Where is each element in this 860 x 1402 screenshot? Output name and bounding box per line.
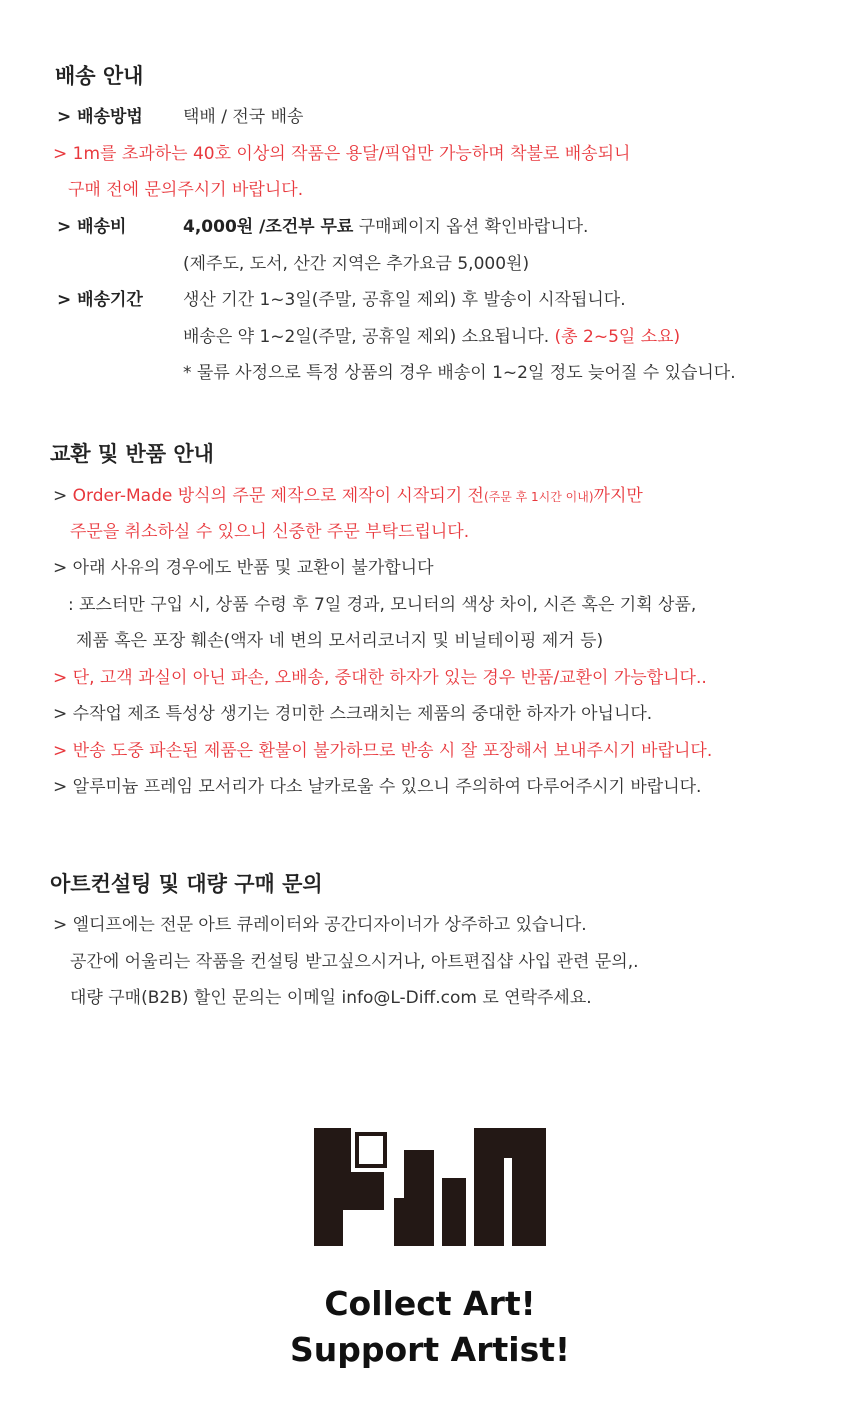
exchange-line8: > 반송 도중 파손된 제품은 환불이 불가하므로 반송 시 잘 포장해서 보내주시기 바랍니다. (53, 741, 713, 761)
exchange-line1-marker: > (53, 486, 73, 506)
exchange-line1-text: Order-Made 방식의 주문 제작으로 제작이 시작되기 전 (72, 486, 484, 506)
slogan-line2: Support Artist! (289, 1330, 571, 1369)
exchange-title: 교환 및 반품 안내 (50, 442, 214, 466)
shipping-period-line2-text: 배송은 약 1~2일(주말, 공휴일 제외) 소요됩니다. (183, 327, 555, 347)
exchange-line5: 제품 혹은 포장 훼손(액자 네 변의 모서리코너지 및 비닐테이핑 제거 등) (76, 631, 604, 651)
consult-line1: > 엘디프에는 전문 아트 큐레이터와 공간디자이너가 상주하고 있습니다. (53, 915, 587, 935)
shipping-period-line2 (183, 322, 680, 347)
shipping-title: 배송 안내 (55, 64, 144, 88)
consult-line3: 대량 구매(B2B) 할인 문의는 이메일 info@L-Diff.com 로 연락주세요. (70, 988, 592, 1008)
shipping-method-label: > 배송방법 (57, 107, 143, 127)
exchange-line4: : 포스터만 구입 시, 상품 수령 후 7일 경과, 모니터의 색상 차이, 시즌 혹은 기획 상품, (68, 595, 697, 615)
exchange-line2: 주문을 취소하실 수 있으니 신중한 주문 부탁드립니다. (70, 522, 470, 542)
consult-title: 아트컨설팅 및 대량 구매 문의 (50, 872, 323, 896)
exchange-line3: > 아래 사유의 경우에도 반품 및 교환이 불가합니다 (53, 558, 434, 578)
exchange-line6: > 단, 고객 과실이 아닌 파손, 오배송, 중대한 하자가 있는 경우 반품/교환이 가능합니다.. (53, 668, 707, 688)
exchange-line1-small: (주문 후 1시간 이내) (483, 490, 594, 504)
shipping-period-line1: 생산 기간 1~3일(주말, 공휴일 제외) 후 발송이 시작됩니다. (183, 290, 626, 310)
shipping-fee-option-note: 구매페이지 옵션 확인바랍니다. (353, 217, 589, 237)
shipping-period-label: > 배송기간 (57, 290, 143, 310)
exchange-line1 (53, 481, 643, 506)
slogan-line1: Collect Art! (324, 1284, 536, 1323)
shipping-period-total: (총 2~5일 소요) (554, 327, 681, 347)
exchange-line1-end: 까지만 (593, 486, 643, 506)
large-item-notice-line2: 구매 전에 문의주시기 바랍니다. (68, 180, 304, 200)
shipping-method-value: 택배 / 전국 배송 (183, 107, 304, 127)
large-item-notice-line1: > 1m를 초과하는 40호 이상의 작품은 용달/픽업만 가능하며 착불로 배송되니 (53, 144, 631, 164)
exchange-line7: > 수작업 제조 특성상 생기는 경미한 스크래치는 제품의 중대한 하자가 아닙니다. (53, 704, 653, 724)
shipping-fee-extra-note: (제주도, 도서, 산간 지역은 추가요금 5,000원) (183, 254, 530, 274)
consult-line2: 공간에 어울리는 작품을 컨설팅 받고싶으시거나, 아트편집샵 사입 관련 문의,. (70, 952, 639, 972)
l-diff-logo (314, 1128, 546, 1246)
shipping-fee-value (183, 212, 588, 237)
exchange-line9: > 알루미늄 프레임 모서리가 다소 날카로울 수 있으니 주의하여 다루어주시기 바랍니다. (53, 777, 702, 797)
shipping-fee-label: > 배송비 (57, 217, 127, 237)
shipping-fee-condition: 4,000원 /조건부 무료 (183, 217, 354, 237)
shipping-period-line3: * 물류 사정으로 특정 상품의 경우 배송이 1~2일 정도 늦어질 수 있습니다. (183, 363, 736, 383)
